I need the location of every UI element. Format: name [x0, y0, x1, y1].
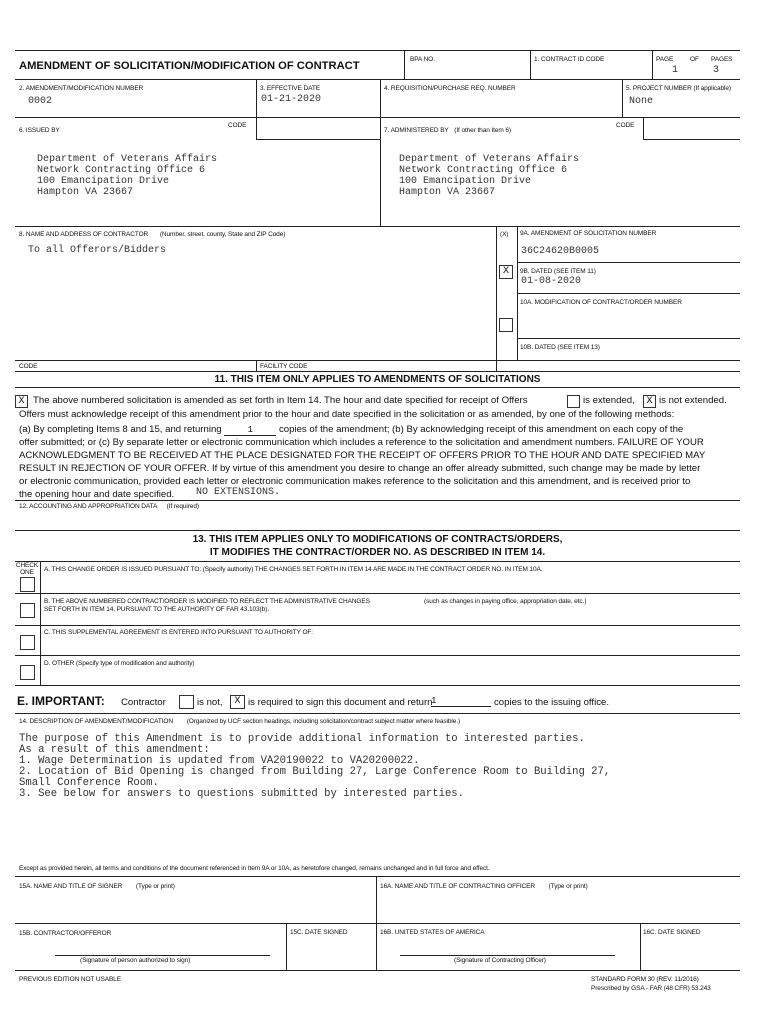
item15a-label-text: 15A. NAME AND TITLE OF SIGNER	[19, 883, 123, 890]
returned-copies-field[interactable]: 1	[224, 425, 276, 436]
form-title: AMENDMENT OF SOLICITATION/MODIFICATION OF CONTRACT	[19, 60, 360, 72]
is-required-label: is required to sign this document and return	[248, 697, 433, 708]
item13b-note: (such as changes in paying office, appropriation date, etc.)	[424, 598, 587, 605]
x-column-label: (X)	[500, 231, 509, 238]
item11-heading: 11. THIS ITEM ONLY APPLIES TO AMENDMENTS OF SOLICITATIONS	[214, 374, 541, 385]
extended-checkbox[interactable]	[567, 395, 580, 408]
item6-code-label: CODE	[228, 122, 247, 129]
not-extended-label: is not extended.	[659, 395, 727, 406]
item9-checkbox[interactable]: X	[499, 265, 513, 279]
item16b-label: 16B. UNITED STATES OF AMERICA	[380, 929, 485, 936]
no-extensions-value[interactable]: NO EXTENSIONS.	[196, 487, 281, 498]
item9b-value[interactable]: 01-08-2020	[521, 276, 582, 287]
item13c-text: C. THIS SUPPLEMENTAL AGREEMENT IS ENTERED INTO PURSUANT TO AUTHORITY OF:	[44, 629, 313, 636]
of-label: OF	[690, 56, 699, 63]
facility-code-label: FACILITY CODE	[260, 363, 308, 370]
item13-heading-1: 13. THIS ITEM APPLIES ONLY TO MODIFICATIONS OF CONTRACTS/ORDERS,	[192, 534, 563, 545]
prescribed-by-label: Prescribed by GSA - FAR (48 CFR) 53.243	[591, 985, 711, 992]
pages-label: PAGES	[711, 56, 733, 63]
item7-label	[384, 127, 511, 134]
is-not-label: is not,	[197, 697, 223, 708]
item11-line6: RESULT IN REJECTION OF YOUR OFFER. If by virtue of this amendment you desire to change an offer already submitted, such change may be made by letter	[19, 463, 701, 474]
item11-line5: ACKNOWLEDGMENT TO BE RECEIVED AT THE PLACE DESIGNATED FOR THE RECEIPT OF OFFERS PRIOR TO THE HOUR AND DATE SPECIFIED MAY	[19, 450, 706, 461]
item13d-checkbox[interactable]	[20, 665, 35, 680]
item14-label	[19, 718, 460, 725]
item2-label: 2. AMENDMENT/MODIFICATION NUMBER	[19, 85, 144, 92]
item7-code-label: CODE	[616, 122, 635, 129]
item8-label	[19, 231, 285, 238]
item12-note: (If required)	[166, 503, 199, 510]
item11-line3	[19, 424, 683, 437]
item11-line2: Offers must acknowledge receipt of this amendment prior to the hour and date specified in the solicitation or as amended, by one of the following methods:	[19, 409, 675, 420]
item10a-label: 10A. MODIFICATION OF CONTRACT/ORDER NUMBER	[520, 299, 682, 306]
return-copies-value: 1	[431, 696, 437, 706]
item5-label: 5. PROJECT NUMBER (If applicable)	[626, 85, 731, 92]
item14-description[interactable]: The purpose of this Amendment is to provide additional information to interested parties. As a result of this amendment: 1. Wage Determination is updated from VA20190022 to VA20200022. 2. Location of Bid Opening is changed from Building 27, Large Conference Room to Building 27, Small Conference Room. 3. See below for answers to questions submitted by interested parties.	[19, 733, 611, 800]
item15b-label: 15B. CONTRACTOR/OFFEROR	[19, 930, 112, 937]
standard-form-label: STANDARD FORM 30 (REV. 11/2016)	[591, 976, 699, 983]
return-copies-field[interactable]	[431, 696, 491, 707]
item13a-text: A. THIS CHANGE ORDER IS ISSUED PURSUANT TO: (Specify authority) THE CHANGES SET FORTH IN ITEM 14 ARE MADE IN THE CONTRACT ORDER NO. IN ITEM 10A.	[44, 566, 543, 573]
item16a-label-text: 16A. NAME AND TITLE OF CONTRACTING OFFICER	[380, 883, 535, 890]
item7-note: (If other than Item 6)	[454, 127, 511, 134]
page-label: PAGE	[656, 56, 674, 63]
item3-label: 3. EFFECTIVE DATE	[260, 85, 320, 92]
item13b-checkbox[interactable]	[20, 603, 35, 618]
item11-line8: the opening hour and date specified.	[19, 489, 175, 500]
item11-line3b: copies of the amendment; (b) By acknowledging receipt of this amendment on each copy of the	[279, 424, 684, 435]
extended-label: is extended,	[583, 395, 635, 406]
item13d-text: D. OTHER (Specify type of modification and authority)	[44, 660, 195, 667]
item11-amended-checkbox[interactable]: X	[15, 395, 28, 408]
item10-checkbox[interactable]	[499, 318, 513, 332]
item4-label: 4. REQUISITION/PURCHASE REQ. NUMBER	[384, 85, 516, 92]
is-not-checkbox[interactable]	[179, 695, 194, 709]
item10b-label: 10B. DATED (SEE ITEM 13)	[520, 344, 600, 351]
item11-line1: The above numbered solicitation is amended as set forth in Item 14. The hour and date specified for receipt of Offers	[33, 395, 528, 406]
important-label: E. IMPORTANT:	[17, 694, 105, 708]
contract-id-label: 1. CONTRACT ID CODE	[534, 56, 605, 63]
item15a-label	[19, 883, 175, 890]
item6-label: 6. ISSUED BY	[19, 127, 60, 134]
item11-line7: or electronic communication, provided each letter or electronic communication makes reference to the solicitation and this amendment, and is received prior to	[19, 476, 691, 487]
co-signature-caption: (Signature of Contracting Officer)	[454, 957, 546, 964]
bpa-label: BPA NO.	[410, 56, 435, 63]
item13b-text1: B. THE ABOVE NUMBERED CONTRACT/ORDER IS MODIFIED TO REFLECT THE ADMINISTRATIVE CHANGES	[44, 598, 370, 605]
contractor-value[interactable]: To all Offerors/Bidders	[28, 245, 167, 256]
item2-value[interactable]: 0002	[28, 96, 53, 107]
item13c-checkbox[interactable]	[20, 635, 35, 650]
total-pages: 3	[713, 65, 720, 76]
copies-label: copies to the issuing office.	[494, 697, 610, 708]
item16a-note: (Type or print)	[548, 883, 588, 890]
is-required-checkbox[interactable]: X	[230, 695, 245, 709]
administered-by-address[interactable]: Department of Veterans Affairs Network Contracting Office 6 100 Emancipation Drive Hampton VA 23667	[399, 154, 580, 198]
page-number: 1	[672, 65, 679, 76]
contractor-label: Contractor	[121, 697, 166, 708]
item5-value[interactable]: None	[629, 96, 654, 107]
item16c-label: 16C. DATE SIGNED	[643, 929, 701, 936]
item15a-note: (Type or print)	[135, 883, 175, 890]
code-bottom-label: CODE	[19, 363, 38, 370]
item11-line4: offer submitted; or (c) By separate letter or electronic communication which includes a reference to the solicitation and amendment numbers. FAILURE OF YOUR	[19, 437, 704, 448]
item15c-label: 15C. DATE SIGNED	[290, 929, 348, 936]
item16a-label	[380, 883, 588, 890]
except-text: Except as provided herein, all terms and conditions of the document referenced in Item 9A or 10A, as heretofore changed, remains unchanged and in full force and effect.	[19, 865, 490, 872]
item9a-value[interactable]: 36C24620B0005	[521, 246, 600, 257]
check-one-label: CHECK ONE	[15, 562, 39, 576]
item12-label-text: 12. ACCOUNTING AND APPROPRIATION DATA	[19, 503, 157, 510]
item14-note: (Organized by UCF section headings, including solicitation/contract subject matter where feasible.)	[186, 718, 461, 725]
previous-edition-note: PREVIOUS EDITION NOT USABLE	[19, 976, 121, 983]
item11-line3a: (a) By completing Items 8 and 15, and returning	[19, 424, 222, 435]
item9b-label: 9B. DATED (SEE ITEM 11)	[520, 268, 596, 275]
issued-by-address[interactable]: Department of Veterans Affairs Network Contracting Office 6 100 Emancipation Drive Hampton VA 23667	[37, 154, 218, 198]
item13a-checkbox[interactable]	[20, 577, 35, 592]
item12-label	[19, 503, 199, 510]
item8-note: (Number, street, county, State and ZIP Code)	[159, 231, 286, 238]
item9a-label: 9A. AMENDMENT OF SOLICITATION NUMBER	[520, 230, 657, 237]
item13-heading-2: IT MODIFIES THE CONTRACT/ORDER NO. AS DESCRIBED IN ITEM 14.	[209, 547, 546, 558]
item3-value[interactable]: 01-21-2020	[261, 94, 322, 105]
item7-label-text: 7. ADMINISTERED BY	[384, 127, 449, 134]
item8-label-text: 8. NAME AND ADDRESS OF CONTRACTOR	[19, 231, 149, 238]
contractor-signature-caption: (Signature of person authorized to sign)	[80, 957, 191, 964]
not-extended-checkbox[interactable]: X	[643, 395, 656, 408]
item14-label-text: 14. DESCRIPTION OF AMENDMENT/MODIFICATION	[19, 718, 173, 725]
item13b-text2: SET FORTH IN ITEM 14, PURSUANT TO THE AUTHORITY OF FAR 43.103(b).	[44, 606, 269, 613]
